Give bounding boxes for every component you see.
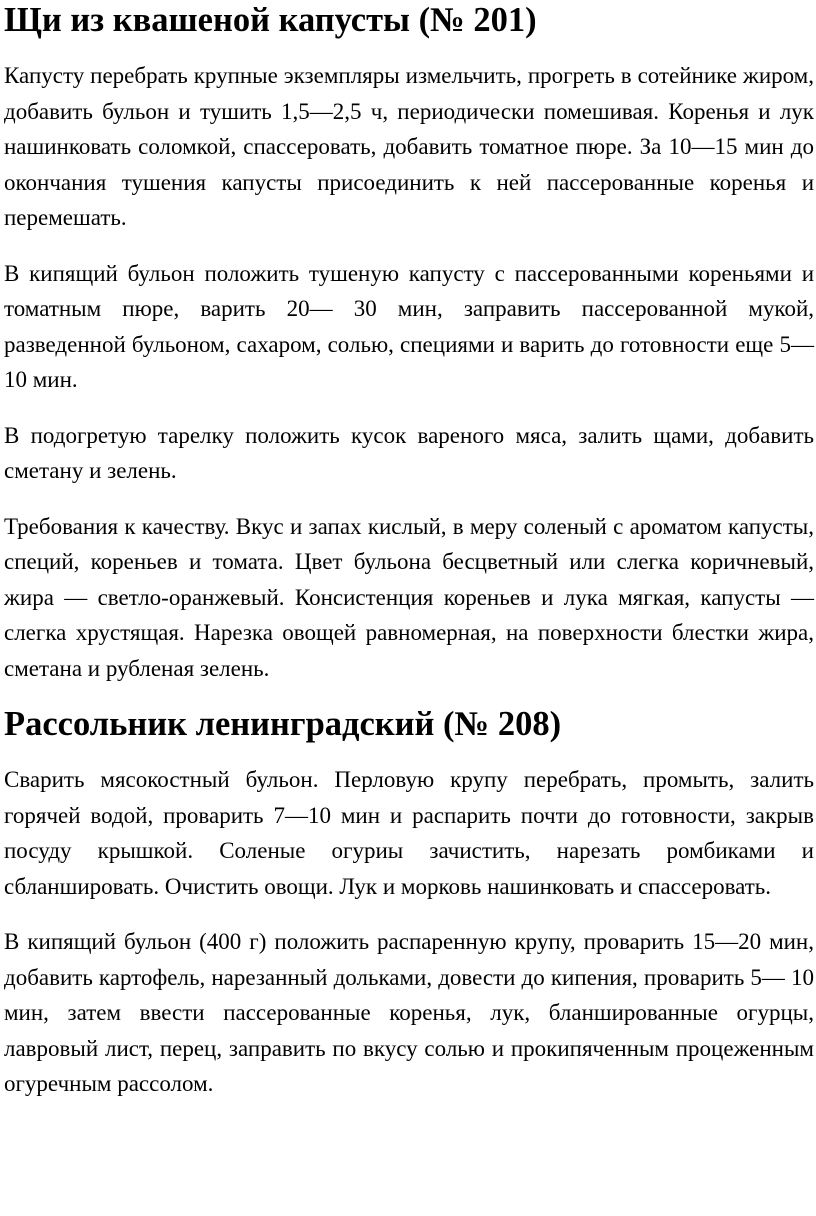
paragraph-shchi-quality: Требования к качеству. Вкус и запах кислый, в меру соленый с ароматом капусты, специй, кореньев и томата. Цвет бульона бесцветный или слегка коричневый, жира — светло-оранжевый. Консистенция кореньев и лука мягкая, капусты — слегка хрустящая. Нарезка овощей равномерная, на поверхности блестки жира, сметана и рубленая зелень. (4, 513, 814, 681)
paragraph-shchi-preparation: Капусту перебрать крупные экземпляры измельчить, прогреть в сотейнике жиром, добавить бульон и тушить 1,5—2,5 ч, периодически помешивая. Коренья и лук нашинковать соломкой, спассеровать, добавить томатное пюре. За 10—15 мин до окончания тушения капусты присоединить к ней пассерованные коренья и перемешать. (4, 63, 814, 230)
recipe-title-rassolnik: Рассольник ленинградский (№ 208) (4, 705, 562, 743)
paragraph-shchi-serving: В подогретую тарелку положить кусок вареного мяса, залить щами, добавить сметану и зелень. (4, 422, 814, 483)
document-page (4, 0, 814, 1102)
paragraph-shchi-cooking: В кипящий бульон положить тушеную капусту с пассерованными кореньями и томатным пюре, варить 20— 30 мин, заправить пассерованной мукой, разведенной бульоном, сахаром, солью, специями и варить до готовности еще 5—10 мин. (4, 260, 814, 392)
recipe-title-shchi: Щи из квашеной капусты (№ 201) (4, 1, 537, 39)
paragraph-rassolnik-cooking: В кипящий бульон (400 г) положить распаренную крупу, проварить 15—20 мин, добавить картофель, нарезанный дольками, довести до кипения, проварить 5— 10 мин, затем ввести пассерованные коренья, лук, бланшированные огурцы, лавровый лист, перец, заправить по вкусу солью и прокипяченным процеженным огуречным рассолом. (4, 929, 814, 1096)
paragraph-rassolnik-preparation: Сварить мясокостный бульон. Перловую крупу перебрать, промыть, залить горячей водой, проварить 7—10 мин и распарить почти до готовности, закрыв посуду крышкой. Соленые огуриы зачистить, нарезать ромбиками и сбланшировать. Очистить овощи. Лук и морковь нашинковать и спассеровать. (4, 767, 814, 899)
